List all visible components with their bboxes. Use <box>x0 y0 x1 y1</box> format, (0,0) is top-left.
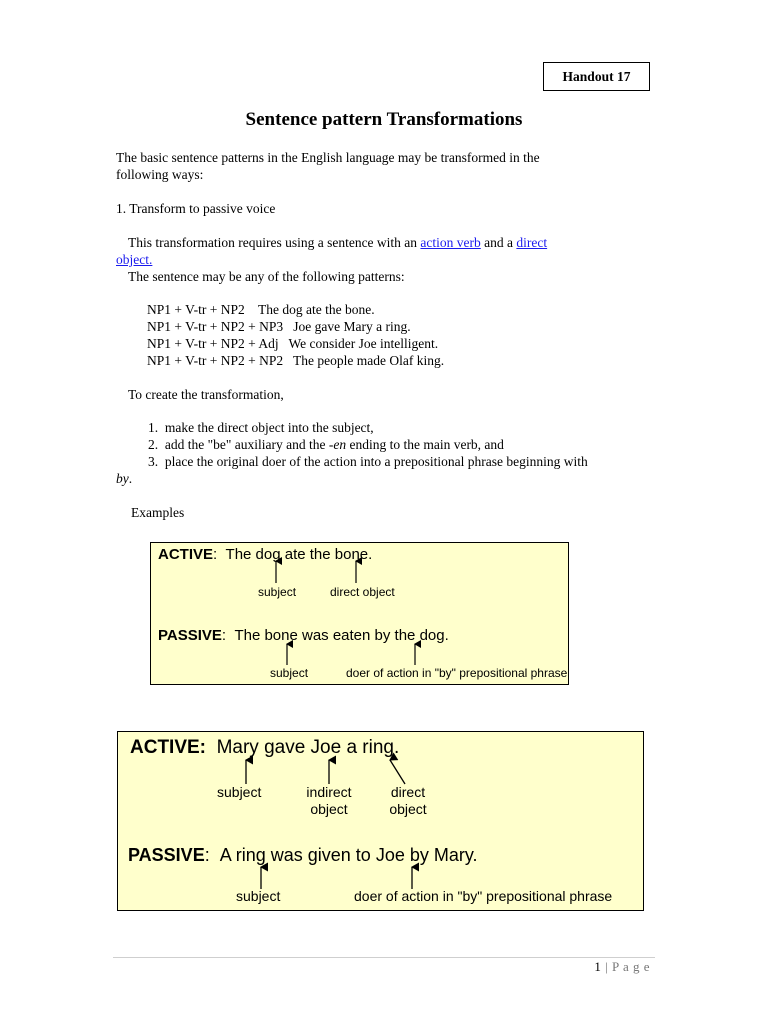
page-title: Sentence pattern Transformations <box>245 109 523 130</box>
doer-label: doer of action in "by" prepositional phrase <box>346 666 568 680</box>
passive-subject-label: subject <box>270 666 309 680</box>
requirement-text: This transformation requires using a sentence with an <box>128 235 421 250</box>
page-number: 1 <box>594 959 602 974</box>
intro-line-2: following ways: <box>116 167 204 182</box>
active-label: ACTIVE <box>158 546 214 563</box>
passive-label-2: PASSIVE <box>128 845 205 865</box>
page-word: P a g e <box>611 959 650 974</box>
passive-line-2: PASSIVE: A ring was given to Joe by Mary. <box>128 845 478 865</box>
direct-object-label-2: direct object <box>389 784 427 817</box>
doer-label-2: doer of action in "by" prepositional phrase <box>354 888 613 904</box>
step-3-end: by. <box>116 471 133 486</box>
handout-label: Handout 17 <box>543 62 650 91</box>
patterns-intro: The sentence may be any of the following patterns: <box>128 269 405 284</box>
footer-divider <box>113 957 655 958</box>
direct-object-link-cont[interactable]: object. <box>116 252 153 267</box>
pattern-2: NP1 + V-tr + NP2 + NP3 Joe gave Mary a ring. <box>147 319 411 334</box>
passive-sentence-2: A ring was given to Joe by Mary. <box>219 845 478 865</box>
pattern-3: NP1 + V-tr + NP2 + Adj We consider Joe intelligent. <box>147 336 439 351</box>
passive-line: PASSIVE: The bone was eaten by the dog. <box>158 627 449 644</box>
create-intro: To create the transformation, <box>128 387 284 402</box>
subject-label: subject <box>258 585 297 599</box>
active-line-2 <box>130 736 399 760</box>
section-heading-passive: 1. Transform to passive voice <box>116 201 276 216</box>
example-figure-2 <box>117 731 644 911</box>
direct-object-label: direct object <box>330 585 395 599</box>
intro-line-1: The basic sentence patterns in the English language may be transformed in the <box>116 150 540 165</box>
requirement-line-2 <box>116 251 152 268</box>
example-figure-1 <box>150 542 569 685</box>
indirect-object-label: indirect object <box>306 784 352 817</box>
passive-sentence: The bone was eaten by the dog. <box>234 627 449 644</box>
direct-object-link[interactable]: direct <box>516 235 548 250</box>
requirement-line <box>128 234 547 251</box>
active-line: ACTIVE: The dog ate the bone. <box>158 546 373 563</box>
pattern-1: NP1 + V-tr + NP2 The dog ate the bone. <box>147 302 375 317</box>
subject-label-2: subject <box>217 784 262 800</box>
active-sentence-2: Mary gave Joe a ring. <box>216 737 400 758</box>
action-verb-link[interactable]: action verb <box>420 235 481 250</box>
step-2: 2. add the "be" auxiliary and the -en ending to the main verb, and <box>148 437 504 452</box>
pattern-4: NP1 + V-tr + NP2 + NP2 The people made Olaf king. <box>147 353 445 368</box>
step-3: 3. place the original doer of the action into a prepositional phrase beginning with <box>148 454 588 469</box>
passive-subject-label-2: subject <box>236 888 281 904</box>
passive-label: PASSIVE <box>158 627 222 644</box>
examples-label: Examples <box>131 505 185 520</box>
requirement-and: and a <box>480 235 517 250</box>
arrow-icon <box>390 760 405 784</box>
page-footer: 1 | P a g e <box>594 959 650 974</box>
active-sentence: The dog ate the bone. <box>225 546 373 563</box>
active-label-2: ACTIVE: <box>130 737 206 758</box>
step-1: 1. make the direct object into the subject, <box>148 420 374 435</box>
